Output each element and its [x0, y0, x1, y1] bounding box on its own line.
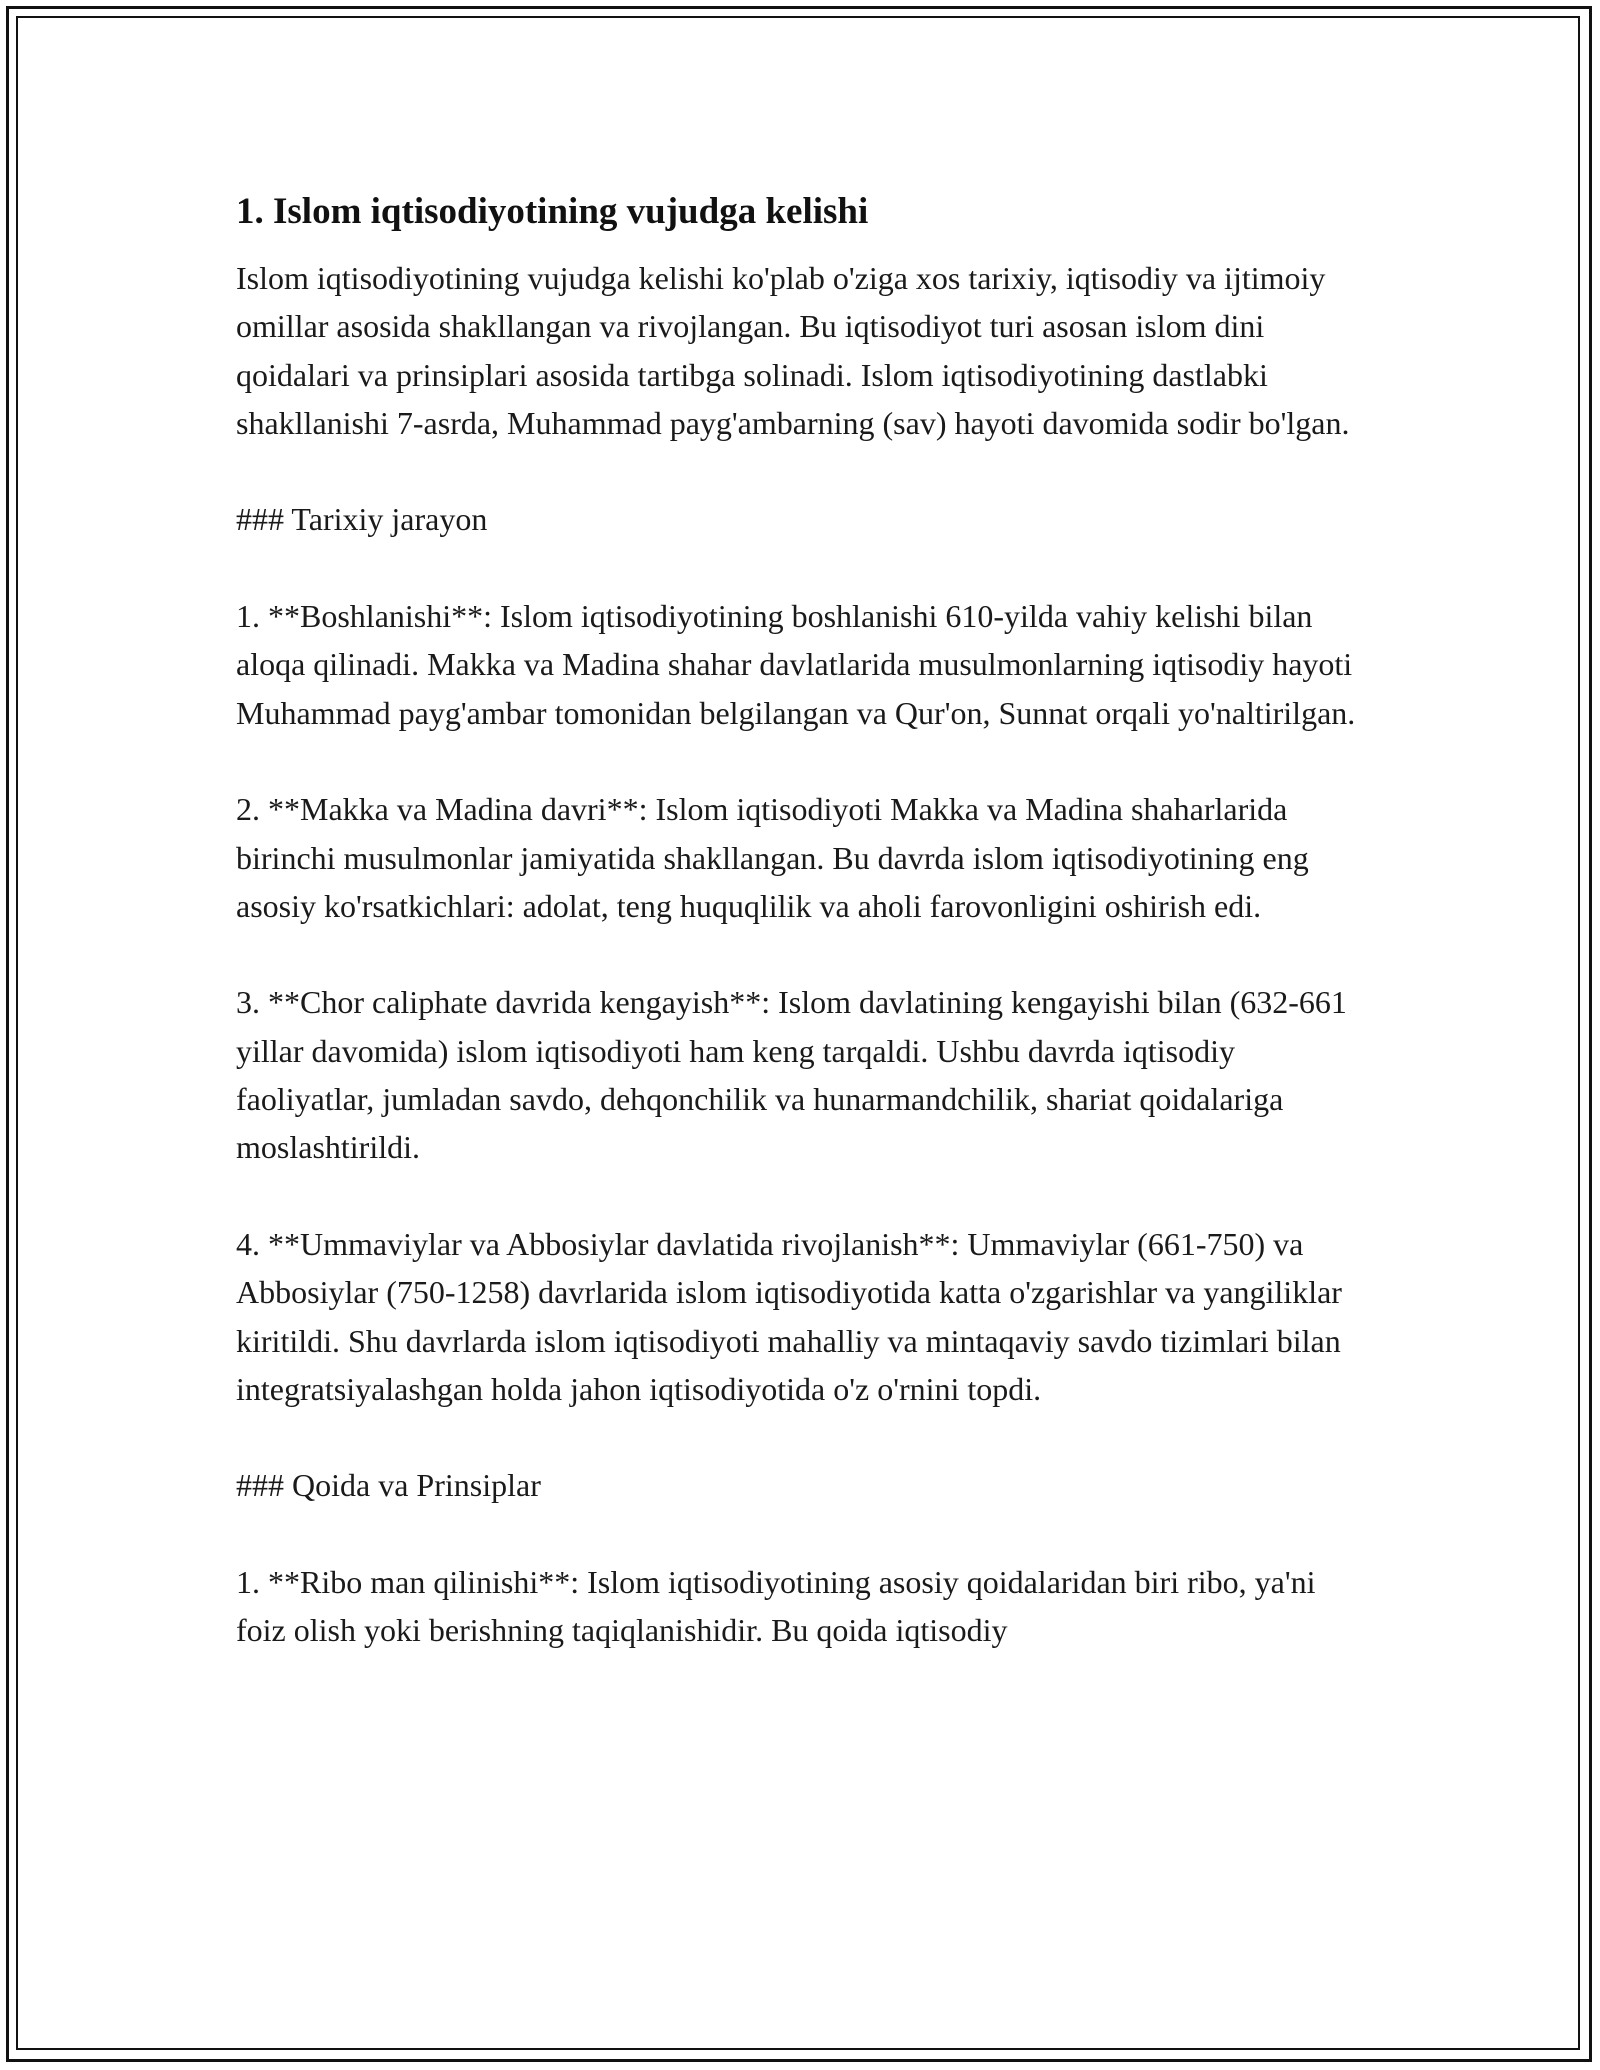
- list-item-makka-madina: 2. **Makka va Madina davri**: Islom iqtisodiyoti Makka va Madina shaharlarida birinchi musulmonlar jamiyatida shakllangan. Bu davrda islom iqtisodiyotining eng asosiy ko'rsatkichlari: adolat, teng huquqlilik va aholi farovonligini oshirish edi.: [236, 791, 1309, 924]
- list-item-ummaviylar-abbosiylar: 4. **Ummaviylar va Abbosiylar davlatida rivojlanish**: Ummaviylar (661-750) va Abbosiylar (750-1258) davrlarida islom iqtisodiyotida katta o'zgarishlar va yangiliklar kiritildi. Shu davrlarda islom iqtisodiyoti mahalliy va mintaqaviy savdo tizimlari bilan integratsiyalashgan holda jahon iqtisodiyotida o'z o'rnini topdi.: [236, 1225, 1342, 1407]
- list-item-boshlanishi: 1. **Boshlanishi**: Islom iqtisodiyotining boshlanishi 610-yilda vahiy kelishi bilan aloqa qilinadi. Makka va Madina shahar davlatlarida musulmonlarning iqtisodiy hayoti Muhammad payg'ambar tomonidan belgilangan va Qur'on, Sunnat orqali yo'naltirilgan.: [236, 598, 1356, 731]
- list-item-chor-caliphate: 3. **Chor caliphate davrida kengayish**: Islom davlatining kengayishi bilan (632-661 yillar davomida) islom iqtisodiyoti ham keng tarqaldi. Ushbu davrda iqtisodiy faoliyatlar, jumladan savdo, dehqonchilik va hunarmandchilik, shariat qoidalariga moslashtirildi.: [236, 984, 1347, 1166]
- list-item-ribo: 1. **Ribo man qilinishi**: Islom iqtisodiyotining asosiy qoidalaridan biri ribo, ya'ni foiz olish yoki berishning taqiqlanishidir. Bu qoida iqtisodiy: [236, 1564, 1316, 1649]
- section-title: 1. Islom iqtisodiyotining vujudga kelishi: [236, 191, 869, 232]
- intro-paragraph: Islom iqtisodiyotining vujudga kelishi ko'plab o'ziga xos tarixiy, iqtisodiy va ijtimoiy omillar asosida shakllangan va rivojlangan. Bu iqtisodiyot turi asosan islom dini qoidalari va prinsiplari asosida tartibga solinadi. Islom iqtisodiyotining dastlabki shakllanishi 7-asrda, Muhammad payg'ambarning (sav) hayoti davomida sodir bo'lgan.: [236, 260, 1350, 441]
- document-body: [236, 188, 1371, 1655]
- subheading-tarixiy-jarayon: ### Tarixiy jarayon: [236, 501, 488, 538]
- subheading-qoida-prinsiplar: ### Qoida va Prinsiplar: [236, 1467, 541, 1504]
